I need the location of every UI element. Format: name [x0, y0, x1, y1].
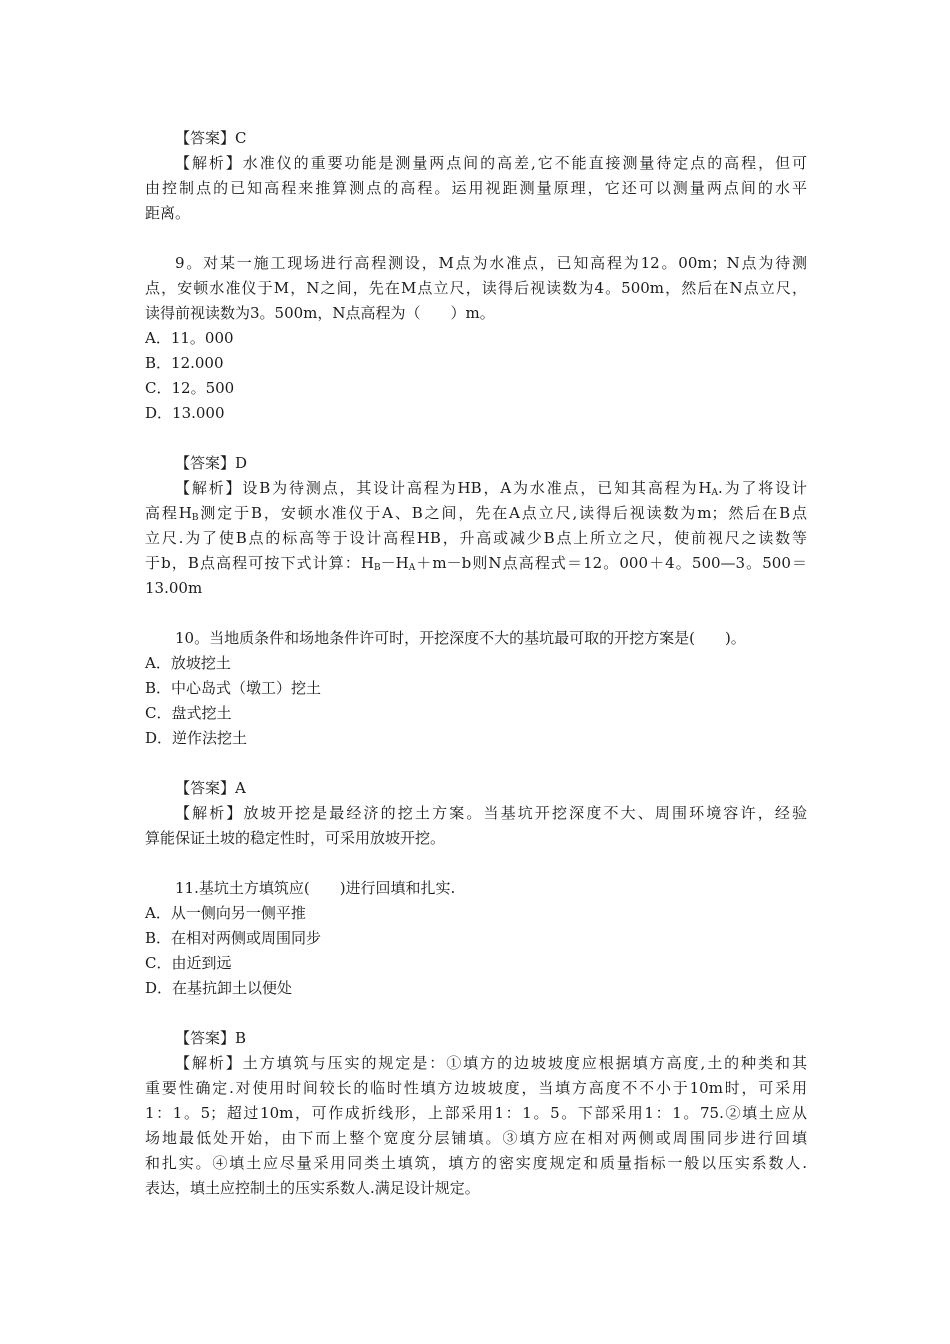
q8-analysis-line-3: 距离。 [145, 204, 191, 222]
q9-analysis-line-1 [145, 476, 807, 501]
subscript-a: A [711, 488, 718, 498]
q10-analysis-line-1: 【解析】放坡开挖是最经济的挖土方案。当基坑开挖深度不大、周围环境容许，经验 [175, 804, 807, 822]
q11-analysis-line-5: 和扎实。④填土应尽量采用同类土填筑，填方的密实度规定和质量指标一般以压实系数人. [145, 1154, 807, 1172]
q11-question: 11.基坑土方填筑应( )进行回填和扎实. [175, 879, 456, 897]
q9-option-c: C．12。500 [145, 379, 235, 397]
q9-question-line-1: 9。对某一施工现场进行高程测设，M点为水准点，已知高程为12。00m；N点为待测 [175, 254, 807, 272]
q11-analysis-line-6: 表达，填土应控制土的压实系数人.满足设计规定。 [145, 1179, 480, 1197]
q11-analysis-line-4: 场地最低处开始，由下而上整个宽度分层铺填。③填方应在相对两侧或周围同步进行回填 [145, 1129, 807, 1147]
q8-answer: 【答案】C [175, 129, 247, 147]
q9-option-a: A．11。000 [145, 329, 234, 347]
q9-analysis-text-4: 于b，B点高程可按下式计算：H [145, 554, 374, 572]
q10-option-c: C．盘式挖土 [145, 704, 232, 722]
q10-analysis-line-2: 算能保证土坡的稳定性时，可采用放坡开挖。 [145, 829, 446, 847]
q9-analysis-line-4 [145, 551, 807, 576]
q9-analysis-line-2 [145, 501, 807, 526]
q11-analysis-line-1: 【解析】土方填筑与压实的规定是：①填方的边坡坡度应根据填方高度,土的种类和其 [175, 1054, 807, 1072]
subscript-b-2: B [374, 563, 381, 573]
q8-analysis-line-2: 由控制点的已知高程来推算测点的高程。运用视距测量原理，它还可以测量两点间的水平 [145, 179, 807, 197]
q10-answer: 【答案】A [175, 779, 246, 797]
q9-analysis-line-3: 立尺.为了使B点的标高等于设计高程HB，升高或减少B点上所立之尺，使前视尺之读数等 [145, 529, 807, 547]
q10-option-d: D．逆作法挖土 [145, 729, 248, 747]
subscript-b: B [191, 513, 199, 523]
q9-option-b: B．12.000 [145, 354, 224, 372]
q10-question: 10。当地质条件和场地条件许可时，开挖深度不大的基坑最可取的开挖方案是( )。 [175, 629, 746, 647]
q11-answer: 【答案】B [175, 1029, 247, 1047]
q9-analysis-text-1: 【解析】设B为待测点，其设计高程为HB，A为水准点，已知其高程为H [175, 479, 712, 497]
q9-analysis-text-2: 高程H [145, 504, 192, 522]
q11-option-b: B．在相对两侧或周围同步 [145, 929, 322, 947]
q10-option-b: B．中心岛式（墩工）挖土 [145, 679, 322, 697]
q11-analysis-line-2: 重要性确定.对使用时间较长的临时性填方边坡坡度，当填方高度不不小于10m时，可采用 [145, 1079, 807, 1097]
q9-analysis-text-2-tail: 测定于B，安顿水准仪于A、B之间，先在A点立尺,读得后视读数为m；然后在B点 [198, 504, 807, 522]
q9-option-d: D．13.000 [145, 404, 225, 422]
q10-option-a: A．放坡挖土 [145, 654, 231, 672]
q9-answer: 【答案】D [175, 454, 248, 472]
q11-option-d: D．在基抗卸土以便处 [145, 979, 293, 997]
q9-analysis-text-4-tail: ＋m－b则N点高程式＝12。000＋4。500—3。500＝ [415, 554, 807, 572]
q11-option-c: C．由近到远 [145, 954, 232, 972]
q9-analysis-line-5: 13.00m [145, 579, 203, 597]
q9-analysis-text-1-tail: .为了将设计 [717, 479, 807, 497]
q9-question-line-2: 点，安顿水准仪于M，N之间，先在M点立尺，读得后视读数为4。500m，然后在N点立尺， [145, 279, 807, 297]
q9-question-line-3: 读得前视读数为3。500m，N点高程为（ ）m。 [145, 304, 495, 322]
q11-analysis-line-3: 1：1。5；超过10m，可作成折线形，上部采用1：1。5。下部采用1：1。75.②填土应从 [145, 1104, 807, 1122]
document-page [145, 126, 807, 1201]
q8-analysis-line-1: 【解析】水准仪的重要功能是测量两点间的高差,它不能直接测量待定点的高程，但可 [175, 154, 807, 172]
q11-option-a: A．从一侧向另一侧平推 [145, 904, 306, 922]
subscript-a-2: A [408, 563, 416, 573]
q9-analysis-text-4-mid: －H [380, 554, 409, 572]
